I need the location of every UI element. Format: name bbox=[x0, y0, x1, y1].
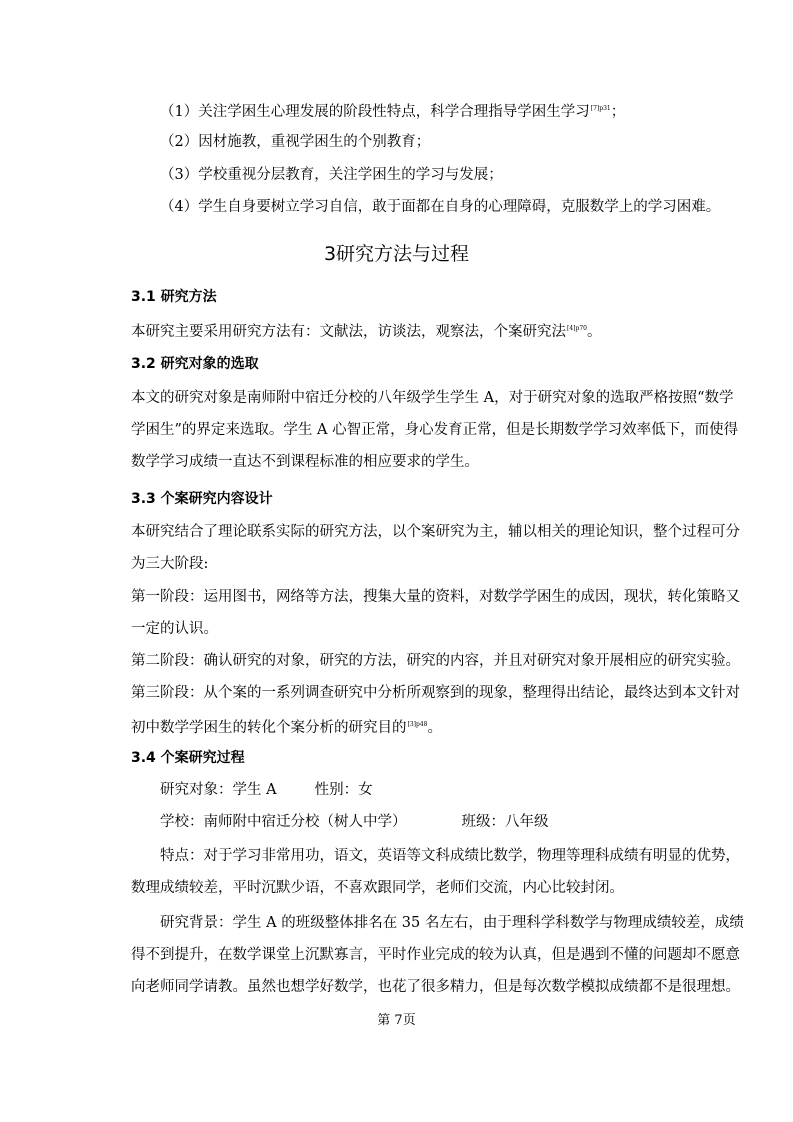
paragraph-line: 本研究结合了理论联系实际的研究方法，以个案研究为主，辅以相关的理论知识，整个过程可分 bbox=[131, 524, 740, 540]
citation: [4]p70 bbox=[567, 325, 587, 332]
paragraph-line: 为三大阶段: bbox=[131, 556, 209, 572]
chapter-title: 3研究方法与过程 bbox=[323, 243, 470, 265]
paragraph-line: 数学学习成绩一直达不到课程标准的相应要求的学生。 bbox=[131, 454, 479, 470]
page-number: 第 7页 bbox=[377, 1013, 416, 1028]
paragraph-line: 向老师同学请教。虽然也想学好数学，也花了很多精力，但是每次数学模拟成绩都不是很理想。 bbox=[131, 979, 740, 995]
section-heading: 3.4 个案研究过程 bbox=[131, 750, 245, 766]
paragraph-line: 特点：对于学习非常用功，语文，英语等文科成绩比数学，物理等理科成绩有明显的优势， bbox=[160, 848, 740, 864]
section-heading: 3.2 研究对象的选取 bbox=[131, 356, 259, 372]
list-item: （2）因材施教，重视学困生的个别教育； bbox=[160, 134, 431, 150]
list-item: （3）学校重视分层教育，关注学困生的学习与发展； bbox=[160, 167, 503, 183]
paragraph-line: 第一阶段：运用图书，网络等方法，搜集大量的资料，对数学学困生的成因，现状，转化策略又 bbox=[131, 589, 740, 605]
paragraph-line: 初中数学学困生的转化个案分析的研究目的$^{[3]p48}$。 bbox=[131, 720, 442, 736]
subject-line: 研究对象：学生 A 性别：女 bbox=[160, 782, 373, 798]
paragraph-line: 研究背景：学生 A 的班级整体排名在 35 名左右，由于理科学科数学与物理成绩较差，成绩 bbox=[160, 915, 744, 931]
paragraph-line: 第二阶段：确认研究的对象，研究的方法，研究的内容，并且对研究对象开展相应的研究实验。 bbox=[131, 653, 740, 669]
list-item: （4）学生自身要树立学习自信，敢于面都在自身的心理障碍，克服数学上的学习困难。 bbox=[160, 199, 721, 215]
paragraph-line: 学困生”的界定来选取。学生 A 心智正常，身心发育正常，但是长期数学学习效率低下，而使得 bbox=[131, 422, 739, 438]
school-line: 学校：南师附中宿迁分校（树人中学） 班级：八年级 bbox=[160, 814, 549, 830]
citation: [3]p48 bbox=[407, 721, 428, 728]
citation: [7]p31 bbox=[590, 105, 611, 112]
section-heading: 3.3 个案研究内容设计 bbox=[131, 491, 273, 507]
paragraph-line: 第三阶段：从个案的一系列调查研究中分析所观察到的现象，整理得出结论，最终达到本文针对 bbox=[131, 685, 740, 701]
section-heading: 3.1 研究方法 bbox=[131, 289, 217, 305]
paragraph-line: 本研究主要采用研究方法有：文献法，访谈法，观察法，个案研究法$^{[4]p70}$。 bbox=[131, 324, 602, 340]
list-item: （1）关注学困生心理发展的阶段性特点，科学合理指导学困生学习$^{[7]p31}$； bbox=[160, 104, 626, 120]
paragraph-line: 一定的认识。 bbox=[131, 621, 218, 637]
paragraph-line: 得不到提升，在数学课堂上沉默寡言，平时作业完成的较为认真，但是遇到不懂的问题却不愿意 bbox=[131, 947, 740, 963]
paragraph-line: 本文的研究对象是南师附中宿迁分校的八年级学生学生 A，对于研究对象的选取严格按照“数学 bbox=[131, 390, 734, 406]
paragraph-line: 数理成绩较差，平时沉默少语，不喜欢跟同学，老师们交流，内心比较封闭。 bbox=[131, 880, 624, 896]
